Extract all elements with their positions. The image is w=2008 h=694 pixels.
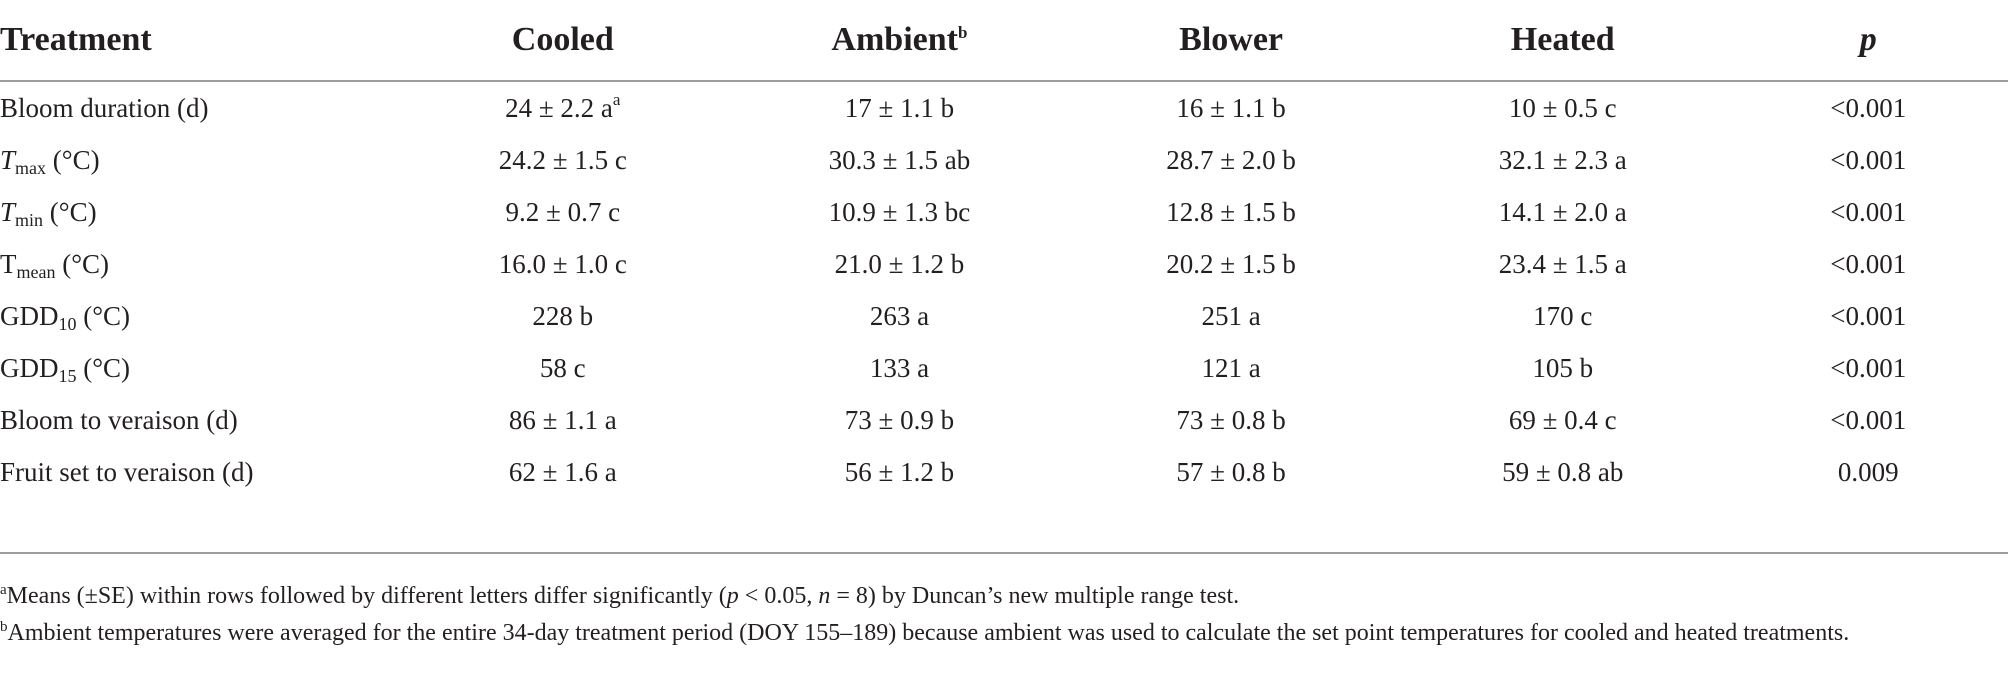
- table-row: [0, 290, 2008, 342]
- table-bottom-rule: [0, 498, 2008, 553]
- table-row: [0, 394, 2008, 446]
- footnote-a-text-3: = 8) by Duncan’s new multiple range test.: [830, 583, 1240, 609]
- cell-ambient: 263 a: [869, 300, 930, 331]
- label-symbol: T: [0, 196, 16, 227]
- cell-cooled: 228 b: [532, 300, 594, 331]
- cell-cooled: 58 c: [539, 352, 586, 383]
- footnote-a-text-2: < 0.05,: [738, 583, 819, 609]
- cell-p: <0.001: [1830, 248, 1907, 279]
- label-subscript: 10: [58, 313, 77, 334]
- table-row: [0, 186, 2008, 238]
- cell-ambient: 30.3 ± 1.5 ab: [828, 144, 971, 175]
- label-subscript: max: [15, 157, 47, 178]
- cell-p: <0.001: [1830, 352, 1907, 383]
- header-treatment: Treatment: [0, 0, 392, 81]
- cell-p: <0.001: [1830, 92, 1907, 123]
- label-unit: (°C): [55, 248, 110, 279]
- footnote-b: [0, 615, 1990, 652]
- row-label: Bloom to veraison (d): [0, 404, 238, 435]
- cell-p: <0.001: [1830, 144, 1907, 175]
- cell-blower: 12.8 ± 1.5 b: [1166, 196, 1296, 227]
- table-header: [0, 0, 2008, 81]
- header-heated: Heated: [1397, 0, 1729, 81]
- table-row: [0, 134, 2008, 186]
- header-p-value: [1729, 0, 2008, 81]
- cell-cooled: [392, 81, 734, 134]
- cell-blower: 20.2 ± 1.5 b: [1166, 248, 1296, 279]
- footnote-a-n-symbol: n: [818, 583, 831, 609]
- cell-blower: 28.7 ± 2.0 b: [1166, 144, 1296, 175]
- cell-blower: 57 ± 0.8 b: [1176, 456, 1286, 487]
- header-ambient-label: Ambient: [831, 21, 958, 58]
- table-body: [0, 81, 2008, 553]
- cell-heated: 105 b: [1532, 352, 1594, 383]
- cell-ambient: 73 ± 0.9 b: [844, 404, 955, 435]
- cell-cooled: 86 ± 1.1 a: [508, 404, 617, 435]
- label-symbol: GDD: [0, 300, 59, 331]
- cell-p: 0.009: [1837, 456, 1899, 487]
- cell-ambient: 10.9 ± 1.3 bc: [828, 196, 971, 227]
- cell-cooled: 16.0 ± 1.0 c: [498, 248, 627, 279]
- cell-cooled: 24.2 ± 1.5 c: [498, 144, 627, 175]
- table-row: [0, 342, 2008, 394]
- table-row: [0, 81, 2008, 134]
- label-unit: (°C): [76, 352, 131, 383]
- cell-value: 24 ± 2.2 a: [505, 92, 613, 123]
- cell-blower: 251 a: [1201, 300, 1261, 331]
- label-symbol: GDD: [0, 352, 59, 383]
- table-row: [0, 238, 2008, 290]
- cell-heated: 59 ± 0.8 ab: [1502, 456, 1624, 487]
- cell-heated: 23.4 ± 1.5 a: [1498, 248, 1627, 279]
- row-label: [0, 290, 392, 342]
- row-label: [0, 186, 392, 238]
- cell-heated: 14.1 ± 2.0 a: [1498, 196, 1627, 227]
- cell-p: <0.001: [1830, 300, 1907, 331]
- label-unit: (°C): [43, 196, 97, 227]
- label-unit: (°C): [76, 300, 131, 331]
- table-footnotes: [0, 578, 1990, 652]
- cell-ambient: 133 a: [869, 352, 930, 383]
- label-subscript: mean: [16, 261, 56, 282]
- cell-blower: 121 a: [1201, 352, 1261, 383]
- cell-heated: 32.1 ± 2.3 a: [1498, 144, 1627, 175]
- cell-p: <0.001: [1830, 196, 1907, 227]
- cell-ambient: 21.0 ± 1.2 b: [834, 248, 965, 279]
- footnote-a: [0, 578, 1990, 615]
- label-symbol: T: [0, 248, 17, 279]
- footnote-b-text: Ambient temperatures were averaged for the entire 34-day treatment period (DOY 155–189) because ambient was used to calculate the set point temperatures for cooled and heated treatments.: [7, 620, 1850, 646]
- footnote-b-marker: b: [0, 619, 8, 635]
- header-ambient-footnote-marker: b: [957, 23, 968, 42]
- cell-blower: 16 ± 1.1 b: [1176, 92, 1286, 123]
- footnote-marker: a: [612, 89, 621, 109]
- row-label: [0, 342, 392, 394]
- label-unit: (°C): [46, 144, 100, 175]
- cell-heated: 170 c: [1533, 300, 1593, 331]
- cell-heated: 10 ± 0.5 c: [1508, 92, 1617, 123]
- label-subscript: 15: [58, 365, 77, 386]
- cell-cooled: 62 ± 1.6 a: [508, 456, 617, 487]
- table-row: [0, 446, 2008, 498]
- row-label: Fruit set to veraison (d): [0, 456, 254, 487]
- cell-ambient: 17 ± 1.1 b: [844, 92, 955, 123]
- row-label: [0, 238, 392, 290]
- cell-ambient: 56 ± 1.2 b: [844, 456, 955, 487]
- cell-cooled: 9.2 ± 0.7 c: [505, 196, 621, 227]
- cell-heated: 69 ± 0.4 c: [1508, 404, 1617, 435]
- header-cooled: Cooled: [392, 0, 734, 81]
- label-subscript: min: [15, 209, 44, 230]
- header-p-label: p: [1859, 21, 1877, 58]
- header-row: [0, 0, 2008, 81]
- row-label: [0, 134, 392, 186]
- header-ambient: [734, 0, 1066, 81]
- footnote-a-p-symbol: p: [726, 583, 739, 609]
- footnote-a-text-1: Means (±SE) within rows followed by different letters differ significantly (: [6, 583, 727, 609]
- row-label: Bloom duration (d): [0, 92, 209, 123]
- footnote-a-marker: a: [0, 582, 7, 598]
- bottom-rule-cell: [0, 498, 2008, 553]
- cell-p: <0.001: [1830, 404, 1907, 435]
- cell-blower: 73 ± 0.8 b: [1176, 404, 1286, 435]
- label-symbol: T: [0, 144, 16, 175]
- header-blower: Blower: [1065, 0, 1397, 81]
